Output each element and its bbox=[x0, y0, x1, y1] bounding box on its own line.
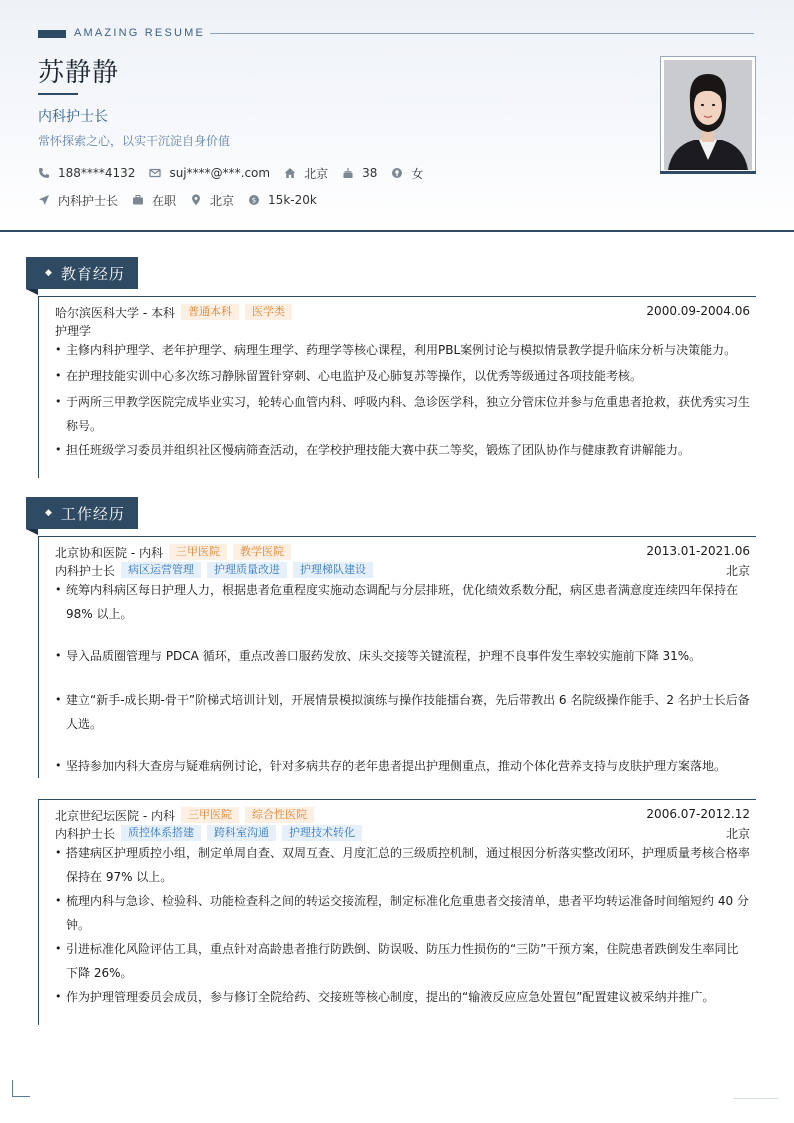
section-title-fold bbox=[26, 529, 38, 535]
work-entry-header bbox=[55, 806, 750, 824]
hometown-text: 北京 bbox=[304, 166, 329, 181]
page-corner-line bbox=[733, 1098, 778, 1099]
intent-position-text: 内科护士长 bbox=[58, 193, 119, 208]
company-tag: 综合性医院 bbox=[245, 807, 314, 823]
education-entry-header bbox=[55, 303, 750, 321]
gender-text: 女 bbox=[411, 166, 424, 181]
status-text: 在职 bbox=[152, 193, 177, 208]
intent-city-item bbox=[190, 192, 234, 208]
work-location: 北京 bbox=[725, 564, 750, 578]
email-text: suj****@***.com bbox=[169, 166, 271, 180]
page-corner-mark bbox=[12, 1080, 30, 1097]
work-entry-divider bbox=[38, 799, 756, 800]
work-location: 北京 bbox=[725, 827, 750, 841]
work-entry-divider bbox=[38, 536, 756, 537]
skill-tag: 护理梯队建设 bbox=[293, 562, 373, 578]
position-title: 内科护士长 bbox=[55, 826, 116, 841]
work-bullet: • 作为护理管理委员会成员，参与修订全院给药、交接班等核心制度，提出的“输液反应应急处置包”配置建议被采纳并推广。 bbox=[55, 985, 750, 1009]
work-bullet: • 引进标准化风险评估工具，重点针对高龄患者推行防跌倒、防误吸、防压力性损伤的“三防”干预方案，住院患者跌倒发生率同比下降 26%。 bbox=[55, 937, 750, 985]
work-bullet: • 建立“新手-成长期-骨干”阶梯式培训计划，开展情景模拟演练与操作技能擂台赛，先后带教出 6 名院级操作能手、2 名护士长后备人选。 bbox=[55, 688, 750, 736]
candidate-name: 苏静静 bbox=[38, 58, 120, 88]
education-bullet: • 主修内科护理学、老年护理学、病理生理学、药理学等核心课程，利用PBL案例讨论与模拟情景教学提升临床分析与决策能力。 bbox=[55, 338, 750, 362]
major: 护理学 bbox=[55, 323, 92, 338]
hometown-item bbox=[284, 165, 328, 181]
section-title-work bbox=[26, 497, 138, 529]
education-date: 2000.09-2004.06 bbox=[646, 304, 750, 318]
skill-tag: 跨科室沟通 bbox=[207, 825, 276, 841]
work-entry-subheader bbox=[55, 561, 750, 579]
motto: 常怀探索之心，以实干沉淀自身价值 bbox=[38, 134, 231, 148]
work-date: 2006.07-2012.12 bbox=[646, 807, 750, 821]
education-entry-divider bbox=[38, 296, 756, 297]
work-date: 2013.01-2021.06 bbox=[646, 544, 750, 558]
section-title-text: 工作经历 bbox=[60, 504, 125, 523]
age-text: 38 bbox=[362, 166, 378, 180]
school-name: 哈尔滨医科大学 - 本科 bbox=[55, 305, 175, 320]
company-name: 北京世纪坛医院 - 内科 bbox=[55, 808, 175, 823]
phone-text: 188****4132 bbox=[58, 166, 136, 180]
work-entry-subheader bbox=[55, 824, 750, 842]
work-timeline-line bbox=[38, 799, 39, 1025]
work-entry-header bbox=[55, 543, 750, 561]
name-underline bbox=[38, 93, 78, 95]
company-tag: 三甲医院 bbox=[181, 807, 239, 823]
education-bullet: • 在护理技能实训中心多次练习静脉留置针穿刺、心电监护及心肺复苏等操作，以优秀等级通过各项技能考核。 bbox=[55, 364, 750, 388]
work-bullet: • 导入品质圈管理与 PDCA 循环，重点改善口服药发放、床头交接等关键流程，护理不良事件发生率较实施前下降 31%。 bbox=[55, 644, 750, 668]
salary-item bbox=[248, 192, 317, 208]
skill-tag: 病区运营管理 bbox=[121, 562, 201, 578]
photo-accent-bar bbox=[660, 171, 756, 174]
skill-tag: 质控体系搭建 bbox=[121, 825, 201, 841]
company-name: 北京协和医院 - 内科 bbox=[55, 545, 163, 560]
cake-icon bbox=[342, 167, 354, 179]
company-tag: 教学医院 bbox=[233, 544, 291, 560]
avatar bbox=[664, 60, 752, 170]
status-item bbox=[132, 192, 176, 208]
work-bullet: • 梳理内科与急诊、检验科、功能检查科之间的转运交接流程，制定标准化危重患者交接清单，患者平均转运准备时间缩短约 40 分钟。 bbox=[55, 889, 750, 937]
education-tag: 医学类 bbox=[245, 304, 292, 320]
tagline-bar bbox=[38, 30, 66, 38]
section-title-education bbox=[26, 257, 138, 289]
gender-icon bbox=[391, 167, 403, 179]
education-tag: 普通本科 bbox=[181, 304, 239, 320]
work-bullet: • 统筹内科病区每日护理人力，根据患者危重程度实施动态调配与分层排班，优化绩效系数分配，病区患者满意度连续四年保持在 98% 以上。 bbox=[55, 578, 750, 626]
company-tag: 三甲医院 bbox=[169, 544, 227, 560]
svg-text:$: $ bbox=[251, 196, 257, 205]
work-timeline-line bbox=[38, 536, 39, 778]
section-title-text: 教育经历 bbox=[60, 264, 125, 283]
phone-item bbox=[38, 165, 135, 181]
tagline-row bbox=[38, 28, 754, 40]
skill-tag: 护理技术转化 bbox=[282, 825, 362, 841]
position-title: 内科护士长 bbox=[55, 563, 116, 578]
phone-icon bbox=[38, 167, 50, 179]
intent-position-item bbox=[38, 192, 118, 208]
profile-photo bbox=[660, 56, 756, 174]
salary-icon bbox=[248, 194, 260, 206]
job-intent-row bbox=[38, 192, 331, 208]
education-timeline-line bbox=[38, 296, 39, 478]
contact-info-row bbox=[38, 165, 437, 181]
send-icon bbox=[38, 194, 50, 206]
tagline-divider bbox=[210, 33, 754, 34]
tagline: AMAZING RESUME bbox=[74, 27, 206, 39]
salary-text: 15k-20k bbox=[268, 193, 317, 207]
resume-header bbox=[0, 0, 794, 232]
email-item bbox=[149, 165, 270, 181]
diamond-icon: ◆ bbox=[45, 508, 53, 518]
diamond-icon: ◆ bbox=[45, 268, 53, 278]
work-bullet: • 搭建病区护理质控小组，制定单周自查、双周互查、月度汇总的三级质控机制，通过根因分析落实整改闭环，护理质量考核合格率保持在 97% 以上。 bbox=[55, 841, 750, 889]
education-bullet: • 于两所三甲教学医院完成毕业实习，轮转心血管内科、呼吸内科、急诊医学科，独立分管床位并参与危重患者抢救，获优秀实习生称号。 bbox=[55, 390, 750, 438]
education-entry-subheader bbox=[55, 321, 750, 339]
intent-city-text: 北京 bbox=[210, 193, 235, 208]
home-icon bbox=[284, 167, 296, 179]
skill-tag: 护理质量改进 bbox=[207, 562, 287, 578]
job-title: 内科护士长 bbox=[38, 109, 108, 125]
email-icon bbox=[149, 167, 161, 179]
education-bullet: • 担任班级学习委员并组织社区慢病筛查活动，在学校护理技能大赛中获二等奖，锻炼了团队协作与健康教育讲解能力。 bbox=[55, 438, 750, 462]
age-item bbox=[342, 165, 377, 181]
briefcase-icon bbox=[132, 194, 144, 206]
section-title-fold bbox=[26, 289, 38, 295]
work-bullet: • 坚持参加内科大查房与疑难病例讨论，针对多病共存的老年患者提出护理侧重点，推动个体化营养支持与皮肤护理方案落地。 bbox=[55, 754, 750, 778]
gender-item bbox=[391, 165, 423, 181]
location-pin-icon bbox=[190, 194, 202, 206]
